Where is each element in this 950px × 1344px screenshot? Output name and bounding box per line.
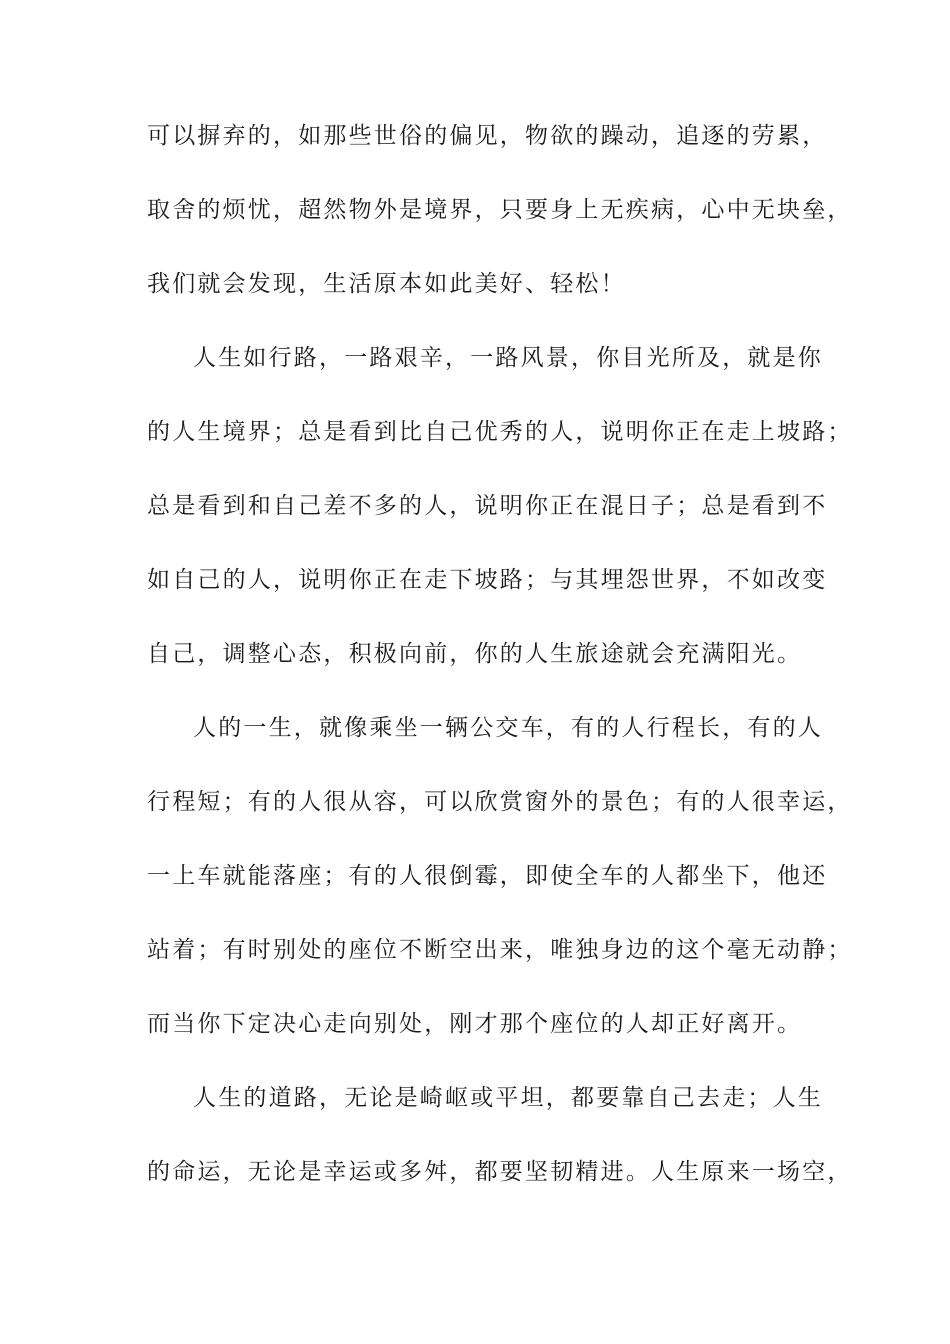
paragraph-first-line: 人生的道路，无论是崎岖或平坦，都要靠自己去走；人生: [193, 1085, 823, 1111]
paragraph-first-line: 人生如行路，一路艰辛，一路风景，你目光所及，就是你: [193, 345, 823, 371]
paragraph-first-line: 人的一生，就像乘坐一辆公交车，有的人行程长，有的人: [193, 715, 823, 741]
text-line: 如自己的人，说明你正在走下坡路；与其埋怨世界，不如改变: [147, 567, 828, 593]
text-line: 的命运，无论是幸运或多舛，都要坚韧精进。人生原来一场空，: [147, 1159, 853, 1185]
text-line: 而当你下定决心走向别处，刚才那个座位的人却正好离开。: [147, 1011, 803, 1037]
text-line: 取舍的烦忧，超然物外是境界，只要身上无疾病，心中无块垒，: [147, 197, 853, 223]
body-text: [147, 123, 853, 1234]
text-line: 自己，调整心态，积极向前，你的人生旅途就会充满阳光。: [147, 641, 803, 667]
text-line: 站着；有时别处的座位不断空出来，唯独身边的这个毫无动静；: [147, 937, 853, 963]
text-line: 一上车就能落座；有的人很倒霉，即使全车的人都坐下，他还: [147, 863, 828, 889]
text-line: 总是看到和自己差不多的人，说明你正在混日子；总是看到不: [147, 493, 828, 519]
text-line: 可以摒弃的，如那些世俗的偏见，物欲的躁动，追逐的劳累，: [147, 123, 828, 149]
text-line: 的人生境界；总是看到比自己优秀的人，说明你正在走上坡路；: [147, 419, 853, 445]
text-line: 我们就会发现，生活原本如此美好、轻松！: [147, 271, 626, 297]
text-line: 行程短；有的人很从容，可以欣赏窗外的景色；有的人很幸运，: [147, 789, 853, 815]
